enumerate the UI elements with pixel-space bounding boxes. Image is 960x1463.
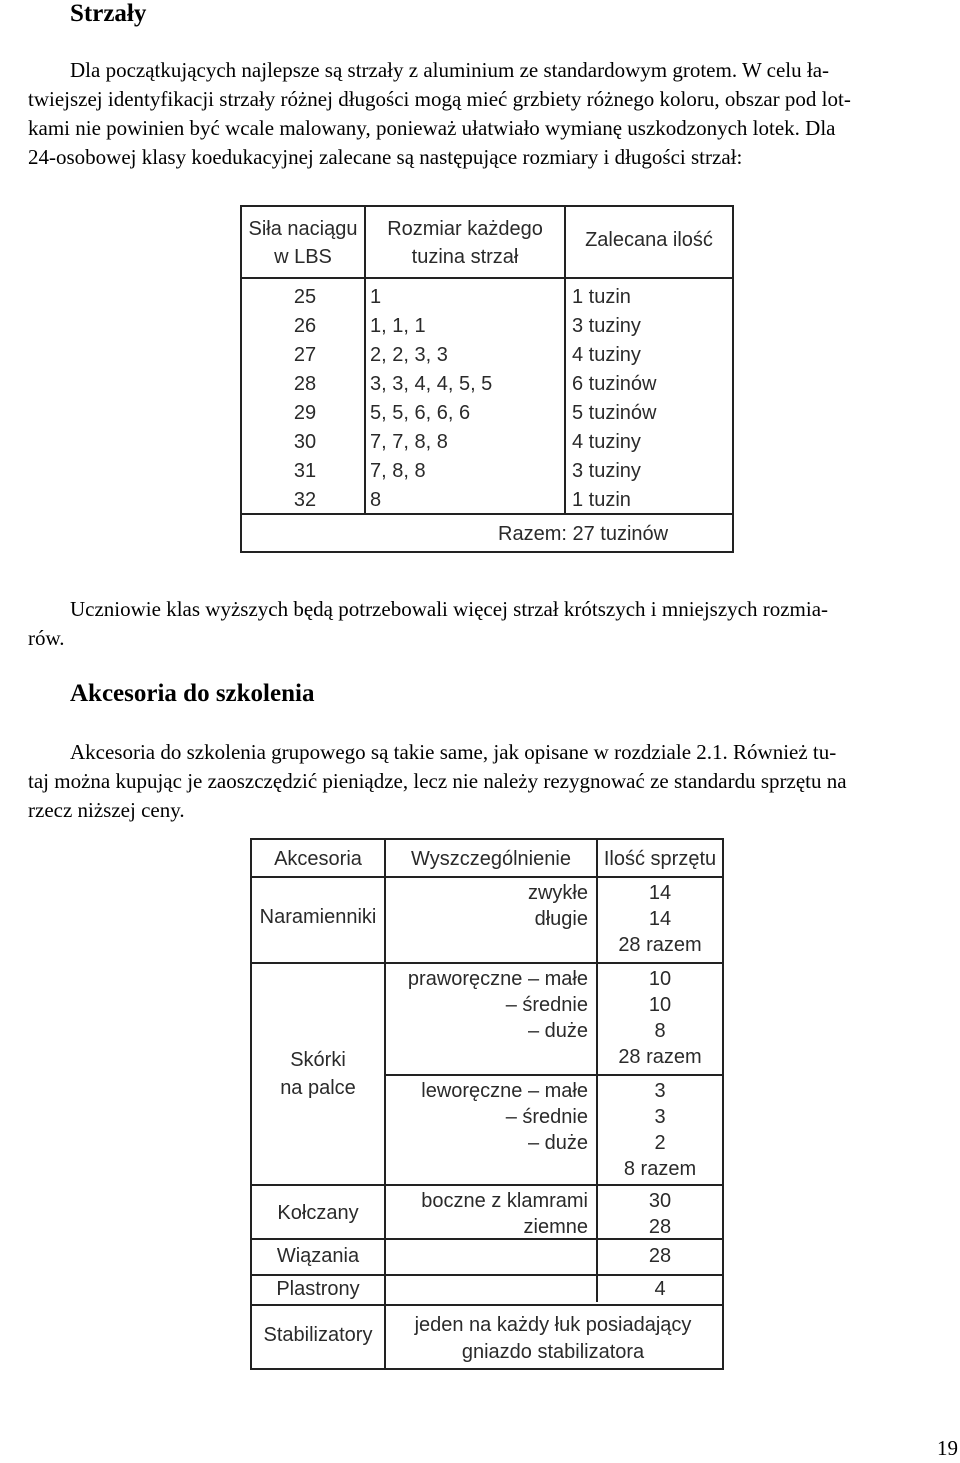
accessory-name: Naramienniki [259, 906, 377, 928]
table-cell: 29 [293, 402, 317, 424]
header-force: Siła naciągu w LBS [248, 218, 358, 268]
paragraph-line: kami nie powinien być wcale malowany, ponieważ ułatwiało wymianę uszkodzonych lotek. Dla [28, 116, 836, 140]
accessory-name: Wiązania [276, 1245, 360, 1267]
details-cell: praworęczne – małe – średnie – duże [407, 968, 588, 1042]
table-cell: 5, 5, 6, 6, 6 [370, 402, 471, 424]
header-size: Rozmiar każdego tuzina strzał [387, 218, 543, 268]
note-paragraph [28, 595, 932, 653]
table-cell: 4 tuziny [572, 344, 641, 366]
table-cell: 1, 1, 1 [370, 315, 426, 337]
paragraph-line: 24-osobowej klasy koedukacyjnej zalecane są następujące rozmiary i długości strzał: [28, 145, 743, 169]
paragraph-line: taj można kupując je zaoszczędzić pieniądze, lecz nie należy rezygnować ze standardu sprzętu na [28, 769, 847, 793]
table-cell: 2, 2, 3, 3 [370, 344, 448, 366]
details-cell: jeden na każdy łuk posiadający gniazdo stabilizatora [414, 1314, 692, 1363]
details-cell: zwykłe długie [527, 882, 588, 930]
table-total: Razem: 27 tuzinów [498, 523, 669, 545]
table-cell: 7, 8, 8 [370, 460, 426, 482]
accessory-name: Skórki na palce [280, 1049, 356, 1099]
table-cell: 1 tuzin [572, 286, 631, 308]
section-title: Strzały [70, 0, 147, 27]
table-cell: 3 tuziny [572, 460, 641, 482]
table-cell: 26 [293, 315, 317, 337]
table-cell: 1 tuzin [572, 489, 631, 511]
table-cell: 32 [293, 489, 317, 511]
table-cell: 1 [370, 286, 382, 308]
quantity-cell: 4 [654, 1278, 666, 1300]
section-title: Akcesoria do szkolenia [70, 680, 315, 707]
size-column [370, 283, 560, 515]
accessory-name: Kołczany [277, 1202, 359, 1224]
details-cell: leworęczne – małe – średnie – duże [421, 1080, 588, 1154]
table-cell: 31 [293, 460, 317, 482]
table-cell: 6 tuzinów [572, 373, 657, 395]
table-cell: 3, 3, 4, 4, 5, 5 [370, 373, 493, 395]
paragraph-line: rów. [28, 626, 65, 650]
header-accessory: Akcesoria [274, 848, 362, 870]
header-qty: Zalecana ilość [585, 229, 713, 251]
page-number: 19 [937, 1436, 958, 1460]
table-cell: 4 tuziny [572, 431, 641, 453]
paragraph-line: rzecz niższej ceny. [28, 798, 185, 822]
header-quantity: Ilość sprzętu [603, 848, 717, 870]
table-cell: 8 [370, 489, 382, 511]
intro-paragraph [28, 56, 932, 172]
quantity-cell: 14 14 28 razem [618, 882, 702, 956]
table-cell: 7, 7, 8, 8 [370, 431, 448, 453]
quantity-cell: 10 10 8 28 razem [618, 968, 702, 1068]
paragraph-line: twiejszej identyfikacji strzały różnej długości mogą mieć grzbiety różnego koloru, obszar pod lot- [28, 87, 851, 111]
table-cell: 28 [293, 373, 317, 395]
table-cell: 27 [293, 344, 317, 366]
arrow-size-table [240, 205, 734, 553]
paragraph-line: Uczniowie klas wyższych będą potrzebowali więcej strzał krótszych i mniejszych rozmia- [70, 597, 829, 621]
table-cell: 5 tuzinów [572, 402, 657, 424]
force-column [250, 283, 360, 515]
accessory-name: Plastrony [276, 1278, 360, 1300]
table-cell: 25 [293, 286, 317, 308]
accessory-name: Stabilizatory [263, 1324, 373, 1346]
quantity-cell: 28 [648, 1245, 672, 1267]
table-cell: 30 [293, 431, 317, 453]
paragraph-line: Dla początkujących najlepsze są strzały z aluminium ze standardowym grotem. W celu ła- [70, 58, 830, 82]
quantity-cell: 30 28 [648, 1190, 672, 1238]
details-cell: boczne z klamrami ziemne [421, 1190, 588, 1238]
qty-column [572, 283, 728, 515]
header-details: Wyszczególnienie [411, 848, 571, 870]
paragraph-line: Akcesoria do szkolenia grupowego są takie same, jak opisane w rozdziale 2.1. Również tu- [70, 740, 837, 764]
accessories-paragraph [28, 738, 932, 825]
accessories-table [250, 838, 724, 1370]
quantity-cell: 3 3 2 8 razem [623, 1080, 697, 1180]
table-cell: 3 tuziny [572, 315, 641, 337]
